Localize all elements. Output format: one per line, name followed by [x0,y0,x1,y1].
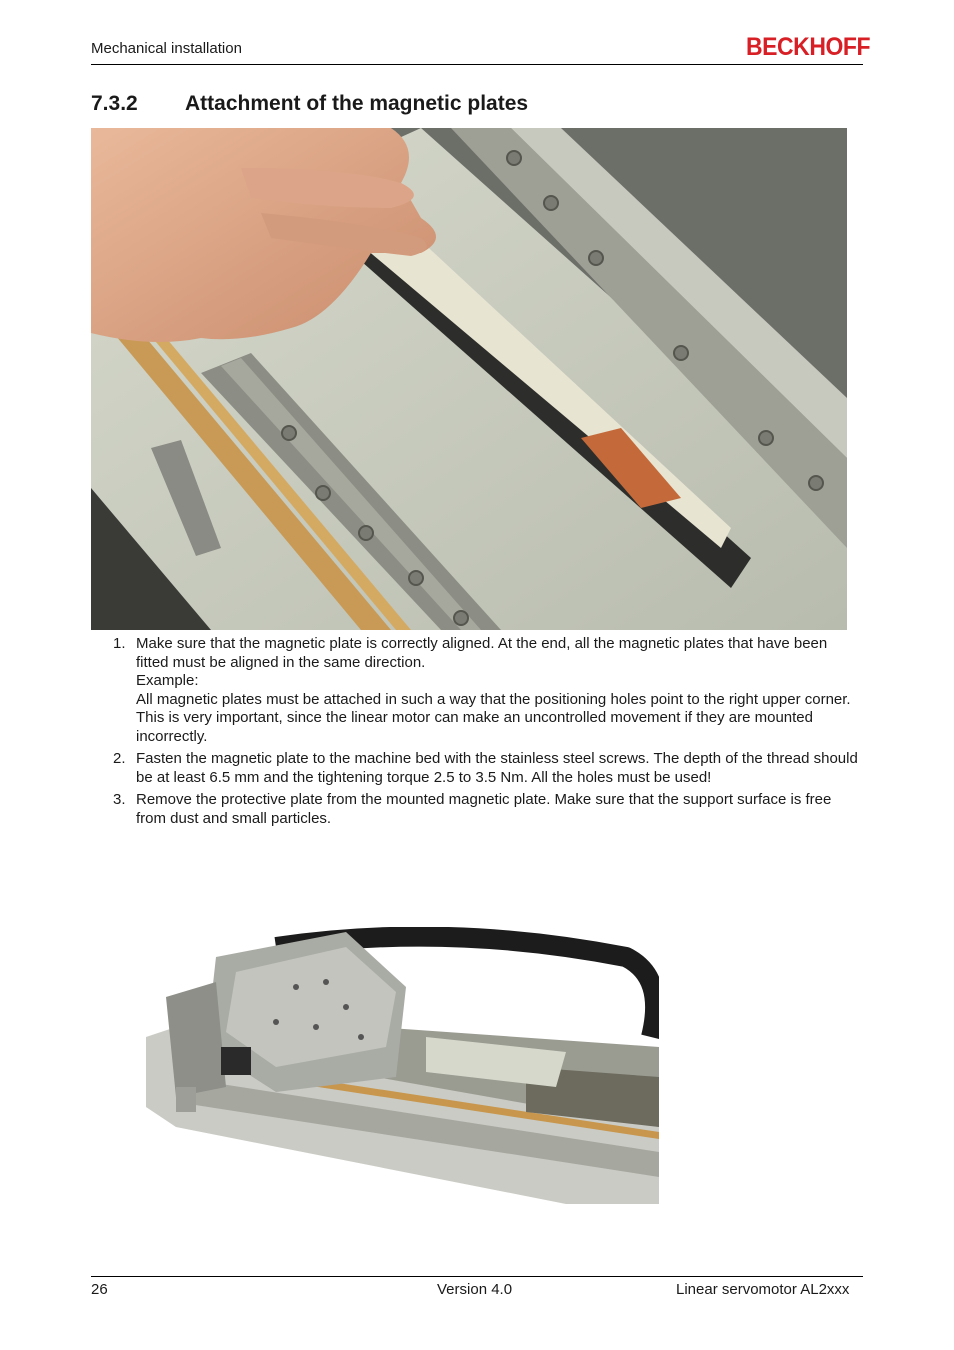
section-number: 7.3.2 [91,92,138,115]
product-name: Linear servomotor AL2xxx [676,1281,850,1298]
step-number: 2. [113,750,126,767]
instruction-list [91,635,863,832]
section-title: Attachment of the magnetic plates [185,92,529,115]
magnetic-plate-attachment-photo [91,128,847,630]
step-text: Example: [136,672,199,689]
list-item [91,791,863,828]
step-number: 1. [113,635,126,652]
section-heading [91,92,528,116]
linear-motor-assembly-photo [146,927,659,1204]
document-version: Version 4.0 [437,1281,513,1298]
step-text: Fasten the magnetic plate to the machine bed with the stainless steel screws. The depth of the thread should be at least 6.5 mm and the tightening torque 2.5 to 3.5 Nm. All the holes must be used! [136,750,858,786]
list-item [91,750,863,787]
running-header: Mechanical installation [91,40,242,57]
footer-divider [91,1276,863,1277]
step-text: All magnetic plates must be attached in such a way that the positioning holes point to the right upper corner. This is very important, since the linear motor can make an uncontrolled movement if they are mounted incorrectly. [136,690,851,745]
header-divider [91,64,863,65]
step-text: Remove the protective plate from the mounted magnetic plate. Make sure that the support surface is free from dust and small particles. [136,791,832,827]
step-text: Make sure that the magnetic plate is correctly aligned. At the end, all the magnetic plates that have been fitted must be aligned in the same direction. [136,635,828,671]
list-item [91,635,863,746]
beckhoff-logo: BECKHOFF [746,33,871,61]
page-number: 26 [91,1281,108,1298]
step-number: 3. [113,791,126,808]
